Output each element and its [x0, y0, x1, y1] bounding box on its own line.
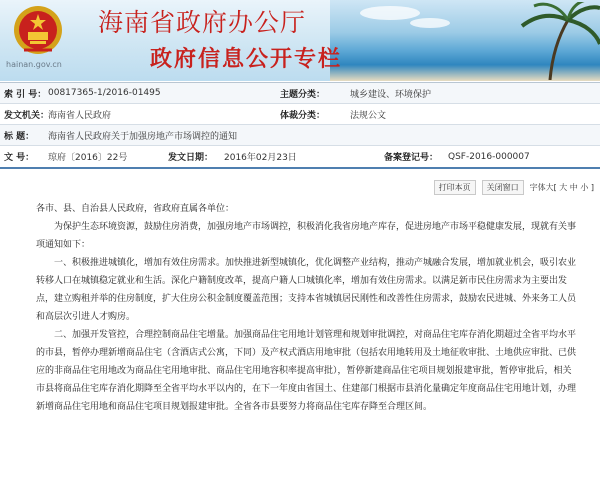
category-value: 城乡建设、环境保护: [350, 89, 432, 100]
index-label: 索 引 号：: [4, 89, 47, 100]
national-emblem-icon: [10, 4, 66, 58]
index-value: 00817365-1/2016-01495: [48, 88, 161, 98]
meta-row-issuer: [0, 104, 600, 125]
category-label: 主题分类：: [280, 89, 326, 100]
title-label: 标 题：: [4, 131, 35, 142]
print-page-button[interactable]: 打印本页: [434, 180, 476, 195]
title-value: 海南省人民政府关于加强房地产市场调控的通知: [48, 131, 238, 142]
date-label: 发文日期：: [168, 153, 214, 163]
document-meta-table: [0, 82, 600, 169]
cloud-decoration: [360, 6, 420, 20]
meta-row-index: [0, 83, 600, 104]
meta-row-title: [0, 125, 600, 146]
doc-number-label: 文 号：: [4, 153, 35, 163]
site-domain: hainan.gov.cn: [6, 60, 62, 69]
item-1-paragraph: 一、积极推进城镇化，增加有效住房需求。加快推进新型城镇化，优化调整产业结构，推动产城融合发展，增加就业机会，吸引农业转移人口在城镇稳定就业和生活。深化户籍制度改革，提高户籍人口城镇化率，增加有效住房需求。以满足新市民住房需求为主要出发点，建立购租并举的住房制度，扩大住房公积金制度覆盖范围；支持本省城镇居民刚性和改善性住房需求，鼓励农民进城、外来务工人员和高层次引进人才购房。: [36, 258, 577, 322]
font-size-selector[interactable]: 字体大[ 大 中 小 ]: [529, 183, 594, 192]
intro-paragraph: 为保护生态环境资源，鼓励住房消费，加强房地产市场调控，积极消化我省房地产库存，促进房地产市场平稳健康发展，现就有关事项通知如下：: [36, 222, 577, 250]
close-window-button[interactable]: 关闭窗口: [482, 180, 524, 195]
page-tools: [434, 180, 594, 195]
header-banner: [0, 0, 600, 81]
site-title: 海南省政府办公厅: [98, 8, 307, 37]
registration-label: 备案登记号：: [384, 153, 439, 163]
site-subtitle: 政府信息公开专栏: [150, 46, 343, 72]
registration-value: QSF-2016-000007: [448, 151, 530, 162]
form-value: 法规公文: [350, 110, 387, 121]
date-value: 2016年02月23日: [224, 153, 297, 163]
doc-number-value: 琼府〔2016〕22号: [48, 153, 128, 163]
issuer-label: 发文机关：: [4, 110, 50, 121]
meta-row-doc-number: [0, 146, 600, 167]
form-label: 体裁分类：: [280, 110, 326, 121]
document-body: [36, 200, 576, 416]
palm-tree-icon: [440, 2, 600, 80]
item-2-paragraph: 二、加强开发管控，合理控制商品住宅增量。加强商品住宅用地计划管理和规划审批调控，对商品住宅库存消化期超过全省平均水平的市县，暂停办理新增商品住宅（含酒店式公寓，下同）及产权式酒店用地审批（包括农用地转用及土地征收审批、土地供应审批、已供应的非商品住宅用地改为商品住宅用地审批、商品住宅用地容积率提高审批），暂停新建商品住宅项目规划报建审批，暂停审批后，相关市县将商品住宅库存消化期降至全省平均水平以内的，在下一年度由省国土、住建部门根据市县消化量确定年度商品住宅用地计划，办理新增商品住宅用地和商品住宅项目规划报建审批。全省各市县要努力将商品住宅库存降至合理区间。: [36, 330, 577, 412]
issuer-value: 海南省人民政府: [48, 110, 112, 121]
addressee: 各市、县、自治县人民政府，省政府直属各单位：: [36, 204, 235, 214]
